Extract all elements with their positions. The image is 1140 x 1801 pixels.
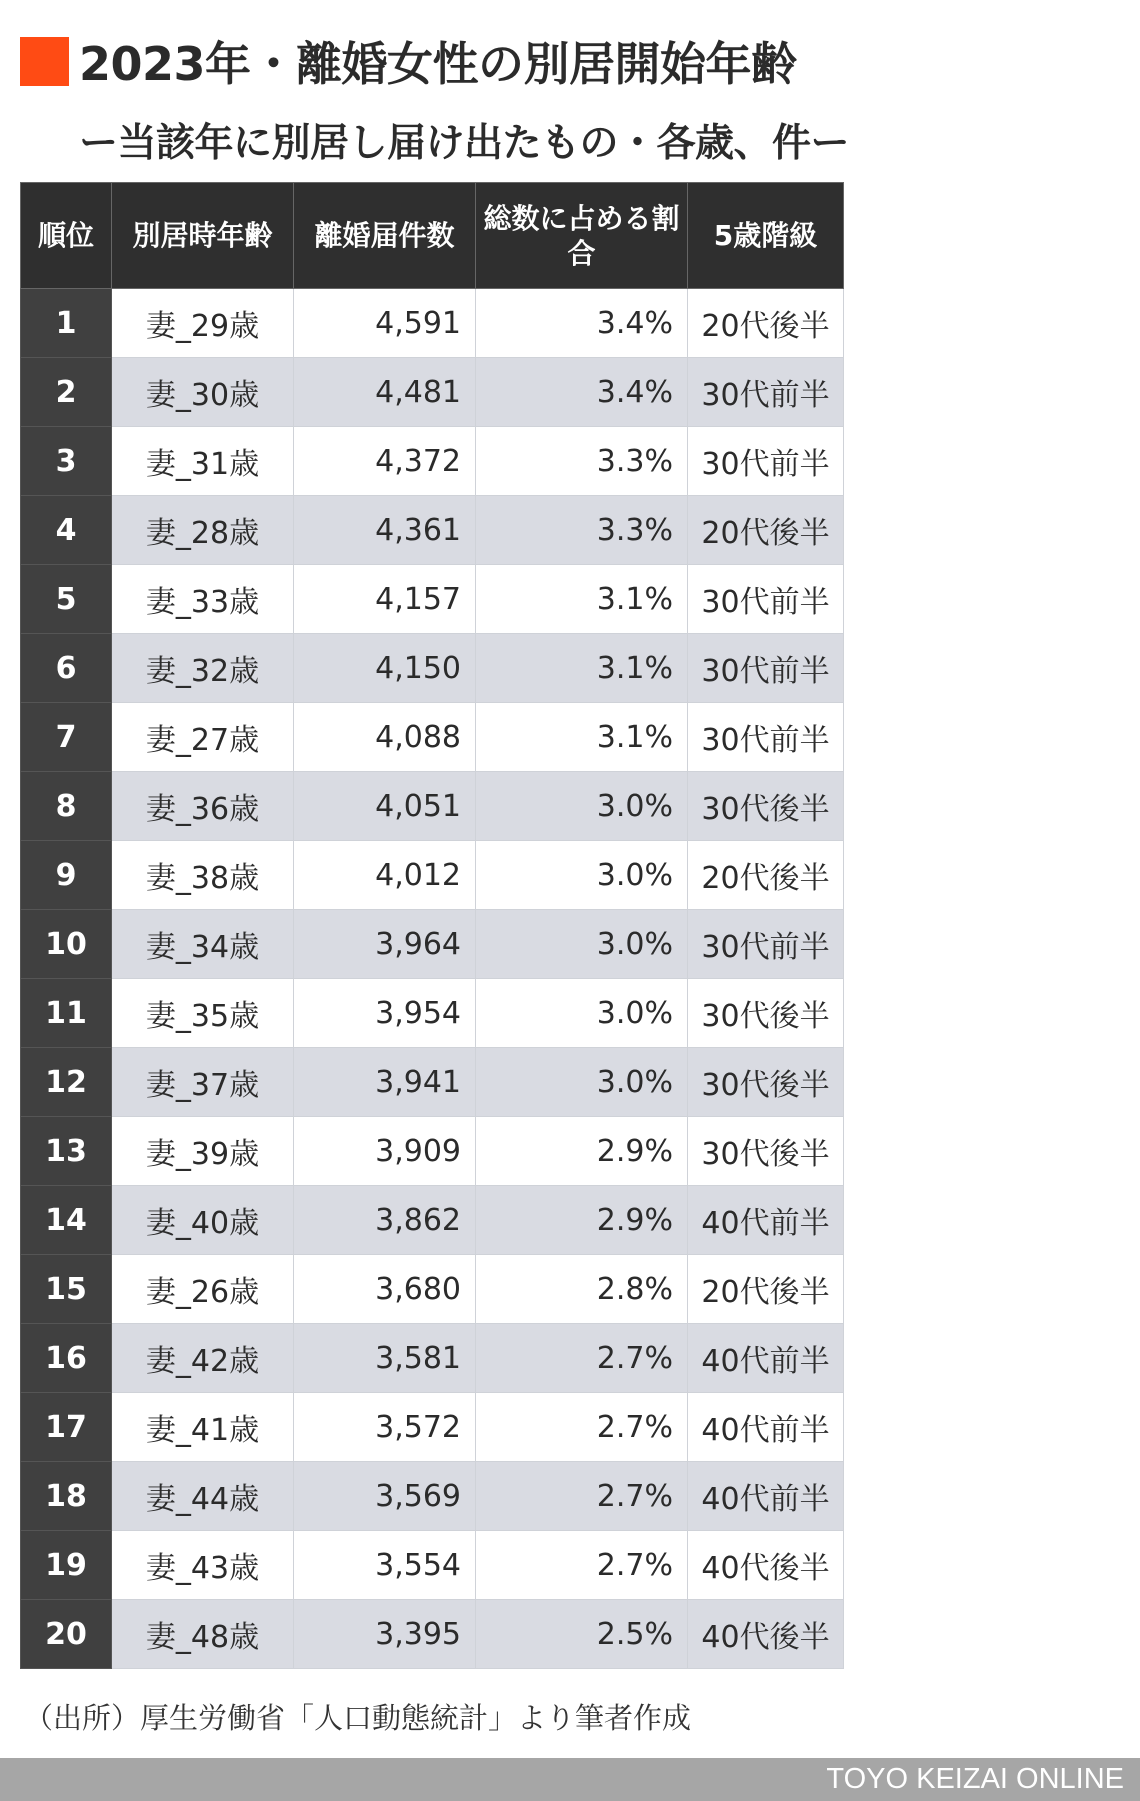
count-cell: 4,088 (294, 703, 476, 772)
age-cell: 妻_38歳 (112, 841, 294, 910)
title-row (20, 30, 849, 92)
table-row (21, 1393, 844, 1462)
band-cell: 30代前半 (688, 358, 844, 427)
rank-cell: 12 (21, 1048, 112, 1117)
table-row (21, 1462, 844, 1531)
rank-cell: 20 (21, 1600, 112, 1669)
ratio-cell: 3.3% (476, 427, 688, 496)
band-cell: 40代前半 (688, 1462, 844, 1531)
band-cell: 30代後半 (688, 1048, 844, 1117)
band-cell: 20代後半 (688, 496, 844, 565)
accent-square (20, 37, 69, 86)
ratio-cell: 3.1% (476, 565, 688, 634)
header-band: 5歳階級 (688, 183, 844, 289)
band-cell: 20代後半 (688, 289, 844, 358)
age-cell: 妻_34歳 (112, 910, 294, 979)
rank-cell: 14 (21, 1186, 112, 1255)
band-cell: 30代前半 (688, 565, 844, 634)
age-cell: 妻_29歳 (112, 289, 294, 358)
age-cell: 妻_48歳 (112, 1600, 294, 1669)
age-cell: 妻_26歳 (112, 1255, 294, 1324)
rank-cell: 5 (21, 565, 112, 634)
ratio-cell: 3.4% (476, 358, 688, 427)
table-body (21, 289, 844, 1669)
age-cell: 妻_42歳 (112, 1324, 294, 1393)
count-cell: 4,012 (294, 841, 476, 910)
band-cell: 40代前半 (688, 1324, 844, 1393)
header-ratio: 総数に占める割合 (476, 183, 688, 289)
table-row (21, 1531, 844, 1600)
table-row (21, 1255, 844, 1324)
age-cell: 妻_32歳 (112, 634, 294, 703)
header-count: 離婚届件数 (294, 183, 476, 289)
count-cell: 3,680 (294, 1255, 476, 1324)
band-cell: 30代後半 (688, 1117, 844, 1186)
count-cell: 3,554 (294, 1531, 476, 1600)
count-cell: 4,150 (294, 634, 476, 703)
band-cell: 40代前半 (688, 1186, 844, 1255)
count-cell: 4,051 (294, 772, 476, 841)
ratio-cell: 2.9% (476, 1186, 688, 1255)
ranking-table (20, 182, 844, 1669)
band-cell: 30代前半 (688, 703, 844, 772)
age-cell: 妻_30歳 (112, 358, 294, 427)
rank-cell: 17 (21, 1393, 112, 1462)
ratio-cell: 2.8% (476, 1255, 688, 1324)
ratio-cell: 2.7% (476, 1531, 688, 1600)
band-cell: 40代前半 (688, 1393, 844, 1462)
band-cell: 30代後半 (688, 979, 844, 1048)
ratio-cell: 3.0% (476, 772, 688, 841)
count-cell: 3,569 (294, 1462, 476, 1531)
ratio-cell: 3.4% (476, 289, 688, 358)
table-row (21, 979, 844, 1048)
age-cell: 妻_43歳 (112, 1531, 294, 1600)
rank-cell: 6 (21, 634, 112, 703)
header-age: 別居時年齢 (112, 183, 294, 289)
ratio-cell: 3.0% (476, 841, 688, 910)
table-row (21, 634, 844, 703)
band-cell: 20代後半 (688, 1255, 844, 1324)
count-cell: 3,862 (294, 1186, 476, 1255)
ratio-cell: 2.5% (476, 1600, 688, 1669)
table-row (21, 427, 844, 496)
rank-cell: 9 (21, 841, 112, 910)
band-cell: 40代後半 (688, 1531, 844, 1600)
age-cell: 妻_41歳 (112, 1393, 294, 1462)
age-cell: 妻_37歳 (112, 1048, 294, 1117)
ratio-cell: 2.7% (476, 1324, 688, 1393)
count-cell: 3,964 (294, 910, 476, 979)
table-row (21, 703, 844, 772)
age-cell: 妻_35歳 (112, 979, 294, 1048)
table-row (21, 910, 844, 979)
table-row (21, 496, 844, 565)
ratio-cell: 3.3% (476, 496, 688, 565)
ratio-cell: 3.1% (476, 703, 688, 772)
page-title: 2023年・離婚女性の別居開始年齢 (79, 37, 797, 91)
ratio-cell: 3.0% (476, 910, 688, 979)
age-cell: 妻_31歳 (112, 427, 294, 496)
ratio-cell: 3.1% (476, 634, 688, 703)
ratio-cell: 2.7% (476, 1393, 688, 1462)
table-row (21, 1600, 844, 1669)
rank-cell: 8 (21, 772, 112, 841)
rank-cell: 2 (21, 358, 112, 427)
source-note: （出所）厚生労働省「人口動態統計」より筆者作成 (24, 1701, 692, 1735)
table-row (21, 1324, 844, 1393)
band-cell: 20代後半 (688, 841, 844, 910)
table-row (21, 1117, 844, 1186)
table-row (21, 841, 844, 910)
rank-cell: 1 (21, 289, 112, 358)
rank-cell: 4 (21, 496, 112, 565)
rank-cell: 10 (21, 910, 112, 979)
ratio-cell: 3.0% (476, 1048, 688, 1117)
rank-cell: 11 (21, 979, 112, 1048)
age-cell: 妻_36歳 (112, 772, 294, 841)
age-cell: 妻_27歳 (112, 703, 294, 772)
table-row (21, 772, 844, 841)
rank-cell: 19 (21, 1531, 112, 1600)
band-cell: 30代前半 (688, 910, 844, 979)
count-cell: 4,157 (294, 565, 476, 634)
band-cell: 30代前半 (688, 634, 844, 703)
rank-cell: 18 (21, 1462, 112, 1531)
band-cell: 30代前半 (688, 427, 844, 496)
page-subtitle: ー当該年に別居し届け出たもの・各歳、件ー (79, 121, 850, 166)
brand-logo-text: TOYO KEIZAI ONLINE (826, 1763, 1124, 1795)
count-cell: 3,941 (294, 1048, 476, 1117)
count-cell: 3,572 (294, 1393, 476, 1462)
title-block (20, 30, 849, 168)
band-cell: 40代後半 (688, 1600, 844, 1669)
band-cell: 30代後半 (688, 772, 844, 841)
header-rank: 順位 (21, 183, 112, 289)
rank-cell: 16 (21, 1324, 112, 1393)
ratio-cell: 2.7% (476, 1462, 688, 1531)
table-row (21, 1186, 844, 1255)
rank-cell: 3 (21, 427, 112, 496)
age-cell: 妻_28歳 (112, 496, 294, 565)
count-cell: 3,395 (294, 1600, 476, 1669)
count-cell: 4,372 (294, 427, 476, 496)
rank-cell: 7 (21, 703, 112, 772)
age-cell: 妻_44歳 (112, 1462, 294, 1531)
age-cell: 妻_33歳 (112, 565, 294, 634)
rank-cell: 13 (21, 1117, 112, 1186)
rank-cell: 15 (21, 1255, 112, 1324)
age-cell: 妻_40歳 (112, 1186, 294, 1255)
count-cell: 4,481 (294, 358, 476, 427)
table-row (21, 1048, 844, 1117)
table-header-row (21, 183, 844, 289)
count-cell: 3,581 (294, 1324, 476, 1393)
ratio-cell: 3.0% (476, 979, 688, 1048)
age-cell: 妻_39歳 (112, 1117, 294, 1186)
count-cell: 4,591 (294, 289, 476, 358)
table-row (21, 289, 844, 358)
footer-bar (0, 1758, 1140, 1801)
count-cell: 4,361 (294, 496, 476, 565)
table-row (21, 358, 844, 427)
count-cell: 3,909 (294, 1117, 476, 1186)
count-cell: 3,954 (294, 979, 476, 1048)
ratio-cell: 2.9% (476, 1117, 688, 1186)
table-row (21, 565, 844, 634)
